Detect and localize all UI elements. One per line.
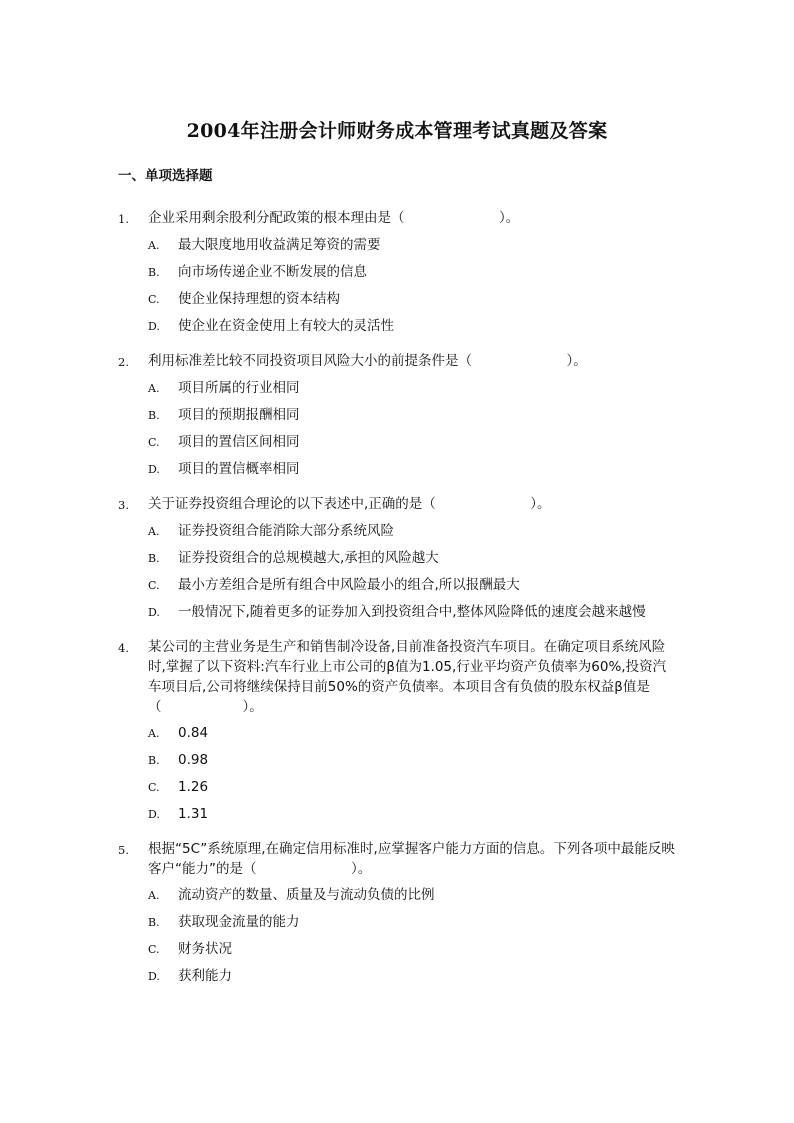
option-d <box>118 966 678 987</box>
option-text: 项目所属的行业相同 <box>178 380 300 396</box>
question-list <box>118 208 678 1001</box>
option-text: 向市场传递企业不断发展的信息 <box>178 264 367 280</box>
option-label: C. <box>148 781 160 794</box>
question-text: 关于证券投资组合理论的以下表述中,正确的是（ ）。 <box>148 496 551 512</box>
option-label: B. <box>148 916 160 929</box>
question-number: 4. <box>118 641 129 655</box>
option-label: D. <box>148 808 160 821</box>
question-1 <box>118 208 678 337</box>
option-label: B. <box>148 409 160 422</box>
option-d <box>118 804 678 825</box>
option-d <box>118 459 678 480</box>
option-c <box>118 289 678 310</box>
option-c <box>118 432 678 453</box>
option-label: D. <box>148 606 160 619</box>
option-d <box>118 602 678 623</box>
option-label: C. <box>148 436 160 449</box>
option-b <box>118 405 678 426</box>
option-label: B. <box>148 266 160 279</box>
page-title: 2004年注册会计师财务成本管理考试真题及答案 <box>186 120 608 142</box>
option-text: 0.84 <box>178 725 209 741</box>
option-d <box>118 316 678 337</box>
option-label: A. <box>148 382 160 395</box>
question-number: 3. <box>118 498 129 512</box>
option-label: C. <box>148 943 160 956</box>
option-text: 一般情况下,随着更多的证券加入到投资组合中,整体风险降低的速度会越来越慢 <box>178 604 646 620</box>
option-label: A. <box>148 889 160 902</box>
option-a <box>118 885 678 906</box>
option-c <box>118 575 678 596</box>
option-text: 使企业保持理想的资本结构 <box>178 291 340 307</box>
section-title: 一、单项选择题 <box>118 168 213 184</box>
option-text: 证券投资组合的总规模越大,承担的风险越大 <box>178 550 439 566</box>
question-text: 企业采用剩余股利分配政策的根本理由是（ ）。 <box>148 210 520 226</box>
option-a <box>118 378 678 399</box>
option-label: D. <box>148 970 160 983</box>
question-2 <box>118 351 678 480</box>
option-c <box>118 939 678 960</box>
option-a <box>118 235 678 256</box>
question-number: 5. <box>118 843 129 857</box>
option-label: C. <box>148 293 160 306</box>
option-text: 项目的置信概率相同 <box>178 461 300 477</box>
option-text: 最大限度地用收益满足筹资的需要 <box>178 237 381 253</box>
option-text: 项目的预期报酬相同 <box>178 407 300 423</box>
option-c <box>118 777 678 798</box>
question-text: 利用标准差比较不同投资项目风险大小的前提条件是（ ）。 <box>148 353 587 369</box>
option-text: 证券投资组合能消除大部分系统风险 <box>178 523 394 539</box>
question-number: 2. <box>118 355 129 369</box>
option-label: A. <box>148 525 160 538</box>
question-text: 某公司的主营业务是生产和销售制冷设备,目前准备投资汽车项目。在确定项目系统风险时,掌握了以下资料:汽车行业上市公司的β值为1.05,行业平均资产负债率为60%,投资汽车项目后,公司将继续保持目前50%的资产负债率。本项目含有负债的股东权益β值是（ ）。 <box>148 639 667 715</box>
option-text: 1.26 <box>178 779 209 795</box>
option-b <box>118 750 678 771</box>
option-label: A. <box>148 239 160 252</box>
option-text: 项目的置信区间相同 <box>178 434 300 450</box>
option-a <box>118 521 678 542</box>
question-3 <box>118 494 678 623</box>
option-b <box>118 262 678 283</box>
option-text: 获利能力 <box>178 968 232 984</box>
option-label: B. <box>148 552 160 565</box>
question-text: 根据“5C”系统原理,在确定信用标准时,应掌握客户能力方面的信息。下列各项中最能反映客户“能力”的是（ ）。 <box>148 841 675 877</box>
question-5 <box>118 839 678 987</box>
option-label: A. <box>148 727 160 740</box>
option-text: 1.31 <box>178 806 209 822</box>
option-text: 财务状况 <box>178 941 232 957</box>
option-b <box>118 912 678 933</box>
option-label: C. <box>148 579 160 592</box>
option-label: D. <box>148 463 160 476</box>
option-text: 获取现金流量的能力 <box>178 914 300 930</box>
option-text: 0.98 <box>178 752 209 768</box>
question-number: 1. <box>118 212 129 226</box>
option-text: 使企业在资金使用上有较大的灵活性 <box>178 318 394 334</box>
option-text: 流动资产的数量、质量及与流动负债的比例 <box>178 887 435 903</box>
option-label: D. <box>148 320 160 333</box>
option-b <box>118 548 678 569</box>
question-4 <box>118 637 678 825</box>
option-a <box>118 723 678 744</box>
option-text: 最小方差组合是所有组合中风险最小的组合,所以报酬最大 <box>178 577 520 593</box>
option-label: B. <box>148 754 160 767</box>
